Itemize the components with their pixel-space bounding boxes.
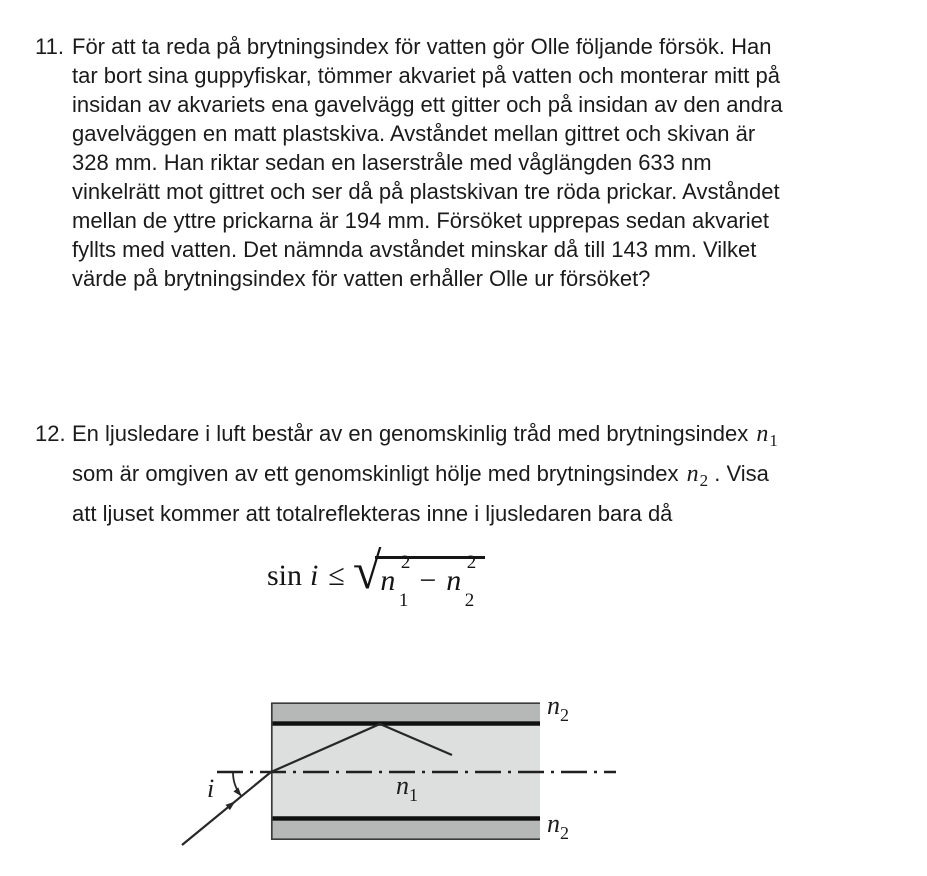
radical-sign: √ (352, 543, 382, 600)
math-variable-n2: n (686, 461, 699, 487)
text-line: gavelväggen en matt plastskiva. Avståndet mellan gittret och skivan är (72, 121, 756, 146)
problem-11-number: 11. (35, 34, 64, 59)
label-base: n (547, 809, 560, 838)
text-line (72, 414, 778, 454)
text-line: värde på brytningsindex för vatten erhåller Olle ur försöket? (72, 266, 651, 291)
math-variable-n1: n (756, 421, 769, 447)
problem-12 (35, 414, 778, 534)
text-line: insidan av akvariets ena gavelvägg ett gitter och på insidan av den andra (72, 92, 783, 117)
term-base: n (446, 564, 462, 597)
math-subscript: 1 (769, 431, 778, 450)
text-line: 328 mm. Han riktar sedan en laserstråle med våglängden 633 nm (72, 150, 712, 175)
term-subscript: 2 (464, 590, 475, 611)
square-root-expression (352, 543, 485, 612)
cladding-bottom (271, 821, 540, 840)
term-superscript: 2 (466, 552, 477, 573)
problem-12-number: 12. (35, 421, 66, 446)
cladding-bottom-index-label (547, 809, 569, 843)
angle-i-label: i (207, 774, 215, 803)
text-line: mellan de yttre prickarna är 194 mm. Försöket upprepas sedan akvariet (72, 208, 769, 233)
minus-sign: − (419, 564, 437, 597)
text-segment: att ljuset kommer att totalreflekteras inne i ljusledaren bara då (72, 501, 673, 526)
less-equal-sign: ≤ (328, 559, 345, 592)
text-line: vinkelrätt mot gittret och ser då på plastskivan tre röda prickar. Avståndet (72, 179, 780, 204)
text-line (72, 454, 778, 494)
label-base: n (396, 771, 409, 800)
angle-arc-arrowhead (233, 788, 241, 797)
math-subscript: 2 (699, 471, 709, 490)
label-base: n (547, 691, 560, 720)
label-subscript: 1 (409, 785, 418, 805)
text-segment: En ljusledare i luft består av en genomskinlig tråd med brytningsindex (72, 421, 755, 446)
label-subscript: 2 (560, 705, 569, 725)
formula-left-side (267, 561, 353, 591)
problem-11 (35, 32, 783, 293)
problem-11-text (72, 32, 783, 293)
sin-function: sin (267, 559, 303, 592)
term-base: n (380, 564, 396, 597)
text-line: fyllts med vatten. Det nämnda avståndet minskar då till 143 mm. Vilket (72, 237, 757, 262)
cladding-top-index-label (547, 691, 569, 725)
total-reflection-formula (267, 543, 485, 612)
incident-ray (182, 772, 271, 845)
term-superscript: 2 (400, 552, 411, 573)
term-subscript: 1 (398, 590, 409, 611)
problem-12-text (72, 414, 778, 534)
text-line: För att ta reda på brytningsindex för vatten gör Olle följande försök. Han (72, 34, 772, 59)
text-segment: som är omgiven av ett genomskinligt hölje med brytningsindex (72, 461, 685, 486)
term-n1-squared (380, 552, 411, 611)
label-subscript: 2 (560, 823, 569, 843)
radicand (375, 552, 485, 612)
angle-variable-i: i (310, 559, 319, 592)
term-n2-squared (446, 552, 477, 611)
text-segment: . Visa (708, 461, 769, 486)
cladding-top (271, 703, 540, 721)
light-guide-diagram (150, 686, 650, 876)
text-line: tar bort sina guppyfiskar, tömmer akvariet på vatten och monterar mitt på (72, 63, 780, 88)
text-line (72, 494, 778, 534)
